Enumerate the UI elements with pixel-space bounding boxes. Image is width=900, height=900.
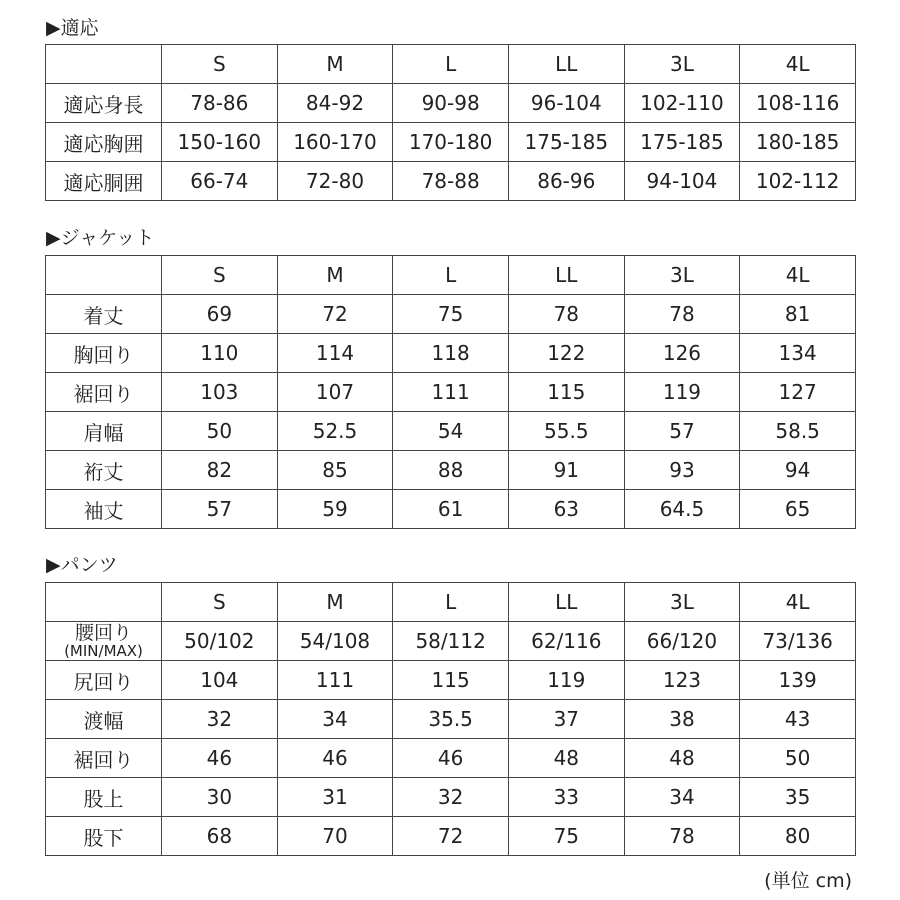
table-row [46,295,856,334]
value-cell: 48 [508,739,624,778]
value-cell: 175-185 [624,123,740,162]
row-label-cell: 肩幅 [46,412,162,451]
value-cell: 118 [393,334,509,373]
value-cell: 86-96 [508,162,624,201]
pants-size-table [45,582,856,856]
row-label-cell: 渡幅 [46,700,162,739]
value-cell: 102-110 [624,84,740,123]
size-header-cell: 4L [740,583,856,622]
value-cell: 91 [508,451,624,490]
value-cell: 72 [277,295,393,334]
value-cell: 114 [277,334,393,373]
corner-cell [46,583,162,622]
header-row [46,45,856,84]
jacket-size-table [45,255,856,529]
value-cell: 43 [740,700,856,739]
fit-section-title: ▶適応 [46,17,99,39]
value-cell: 127 [740,373,856,412]
value-cell: 35.5 [393,700,509,739]
value-cell: 38 [624,700,740,739]
value-cell: 48 [624,739,740,778]
value-cell: 50 [162,412,278,451]
value-cell: 33 [508,778,624,817]
value-cell: 150-160 [162,123,278,162]
value-cell: 31 [277,778,393,817]
value-cell: 139 [740,661,856,700]
value-cell: 75 [393,295,509,334]
table-row [46,373,856,412]
row-label-cell: 袖丈 [46,490,162,529]
value-cell: 75 [508,817,624,856]
value-cell: 84-92 [277,84,393,123]
corner-cell [46,256,162,295]
size-header-cell: L [393,583,509,622]
size-header-cell: S [162,583,278,622]
table-row [46,84,856,123]
row-label-cell: 尻回り [46,661,162,700]
size-header-cell: LL [508,583,624,622]
value-cell: 57 [162,490,278,529]
size-header-cell: LL [508,256,624,295]
value-cell: 46 [162,739,278,778]
row-label-cell: 裄丈 [46,451,162,490]
value-cell: 54 [393,412,509,451]
pants-section-title: ▶パンツ [46,554,118,576]
header-row [46,256,856,295]
row-label-cell: 股下 [46,817,162,856]
value-cell: 64.5 [624,490,740,529]
size-header-cell: M [277,583,393,622]
row-label-cell: 股上 [46,778,162,817]
table-row [46,622,856,661]
size-header-cell: L [393,45,509,84]
value-cell: 50 [740,739,856,778]
value-cell: 59 [277,490,393,529]
value-cell: 103 [162,373,278,412]
row-sublabel: (MIN/MAX) [64,642,143,660]
value-cell: 134 [740,334,856,373]
row-label-cell: 適応胸囲 [46,123,162,162]
fit-size-table [45,44,856,201]
value-cell: 63 [508,490,624,529]
row-label: 腰回り [74,622,132,644]
value-cell: 32 [162,700,278,739]
value-cell: 58.5 [740,412,856,451]
value-cell: 34 [277,700,393,739]
table-row [46,412,856,451]
size-header-cell: 4L [740,256,856,295]
value-cell: 111 [393,373,509,412]
value-cell: 107 [277,373,393,412]
value-cell: 78-86 [162,84,278,123]
value-cell: 78 [508,295,624,334]
table-row [46,490,856,529]
value-cell: 93 [624,451,740,490]
row-label-cell [46,622,162,661]
size-header-cell: 4L [740,45,856,84]
value-cell: 37 [508,700,624,739]
size-header-cell: M [277,45,393,84]
row-label-cell: 適応身長 [46,84,162,123]
value-cell: 65 [740,490,856,529]
table-row [46,162,856,201]
table-row [46,700,856,739]
table-row [46,451,856,490]
row-label-cell: 着丈 [46,295,162,334]
size-header-cell: L [393,256,509,295]
value-cell: 160-170 [277,123,393,162]
jacket-section-title: ▶ジャケット [46,227,155,249]
value-cell: 85 [277,451,393,490]
value-cell: 96-104 [508,84,624,123]
value-cell: 58/112 [393,622,509,661]
value-cell: 115 [393,661,509,700]
value-cell: 68 [162,817,278,856]
value-cell: 32 [393,778,509,817]
row-label-cell: 裾回り [46,373,162,412]
value-cell: 35 [740,778,856,817]
table-row [46,334,856,373]
unit-note: (単位 cm) [764,870,852,892]
value-cell: 123 [624,661,740,700]
value-cell: 66-74 [162,162,278,201]
table-row [46,778,856,817]
table-row [46,817,856,856]
value-cell: 80 [740,817,856,856]
size-header-cell: 3L [624,583,740,622]
row-label-cell: 適応胴囲 [46,162,162,201]
value-cell: 170-180 [393,123,509,162]
value-cell: 78 [624,817,740,856]
value-cell: 61 [393,490,509,529]
value-cell: 57 [624,412,740,451]
value-cell: 104 [162,661,278,700]
value-cell: 46 [393,739,509,778]
value-cell: 94 [740,451,856,490]
value-cell: 46 [277,739,393,778]
value-cell: 122 [508,334,624,373]
size-header-cell: S [162,45,278,84]
value-cell: 52.5 [277,412,393,451]
value-cell: 175-185 [508,123,624,162]
value-cell: 66/120 [624,622,740,661]
value-cell: 55.5 [508,412,624,451]
value-cell: 81 [740,295,856,334]
size-header-cell: LL [508,45,624,84]
value-cell: 90-98 [393,84,509,123]
value-cell: 30 [162,778,278,817]
size-header-cell: M [277,256,393,295]
value-cell: 50/102 [162,622,278,661]
value-cell: 115 [508,373,624,412]
value-cell: 119 [624,373,740,412]
size-header-cell: 3L [624,256,740,295]
table-row [46,661,856,700]
value-cell: 82 [162,451,278,490]
table-row [46,739,856,778]
value-cell: 111 [277,661,393,700]
value-cell: 73/136 [740,622,856,661]
size-header-cell: 3L [624,45,740,84]
value-cell: 126 [624,334,740,373]
value-cell: 70 [277,817,393,856]
value-cell: 54/108 [277,622,393,661]
value-cell: 72 [393,817,509,856]
value-cell: 110 [162,334,278,373]
row-label-cell: 胸回り [46,334,162,373]
table-row [46,123,856,162]
value-cell: 108-116 [740,84,856,123]
header-row [46,583,856,622]
value-cell: 72-80 [277,162,393,201]
value-cell: 94-104 [624,162,740,201]
value-cell: 102-112 [740,162,856,201]
value-cell: 34 [624,778,740,817]
value-cell: 69 [162,295,278,334]
value-cell: 78-88 [393,162,509,201]
value-cell: 180-185 [740,123,856,162]
row-label-cell: 裾回り [46,739,162,778]
value-cell: 119 [508,661,624,700]
value-cell: 88 [393,451,509,490]
value-cell: 78 [624,295,740,334]
size-header-cell: S [162,256,278,295]
corner-cell [46,45,162,84]
value-cell: 62/116 [508,622,624,661]
